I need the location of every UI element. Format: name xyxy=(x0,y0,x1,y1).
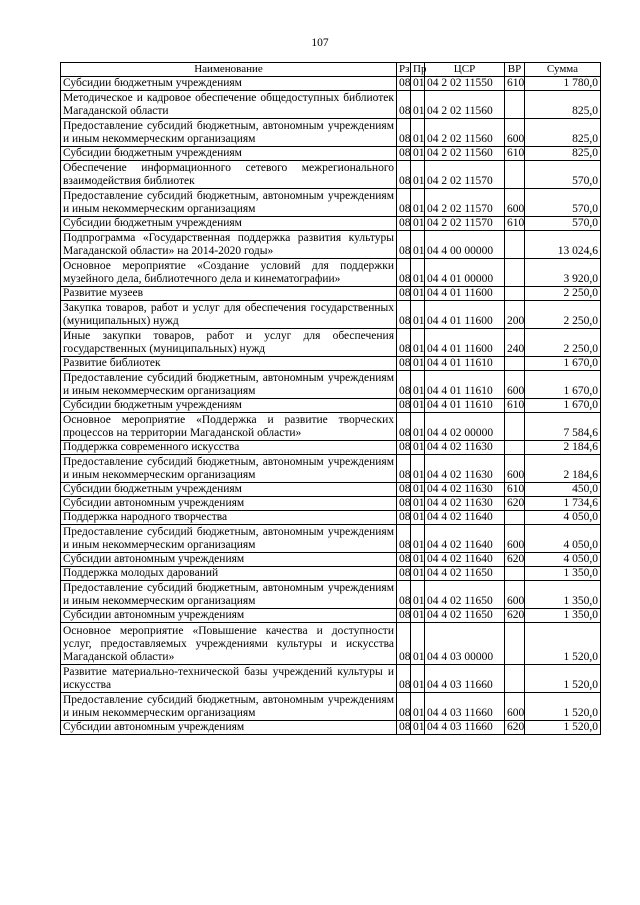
cell-rz: 08 xyxy=(397,553,411,567)
cell-vr: 620 xyxy=(505,721,525,735)
table-row xyxy=(61,665,601,693)
cell-vr xyxy=(505,441,525,455)
cell-pr: 01 xyxy=(411,189,425,217)
cell-csr: 04 2 02 11570 xyxy=(425,189,505,217)
cell-name: Предоставление субсидий бюджетным, автономным учреждениям и иным некоммерческим организациям xyxy=(61,371,397,399)
cell-rz: 08 xyxy=(397,147,411,161)
header-csr: ЦСР xyxy=(425,63,505,77)
cell-name: Основное мероприятие «Поддержка и развитие творческих процессов на территории Магаданской области» xyxy=(61,413,397,441)
table-row xyxy=(61,287,601,301)
cell-vr xyxy=(505,357,525,371)
cell-name: Субсидии автономным учреждениям xyxy=(61,553,397,567)
cell-rz: 08 xyxy=(397,119,411,147)
cell-sum: 1 520,0 xyxy=(525,665,601,693)
cell-pr: 01 xyxy=(411,483,425,497)
cell-pr: 01 xyxy=(411,147,425,161)
cell-vr xyxy=(505,91,525,119)
cell-name: Субсидии автономным учреждениям xyxy=(61,721,397,735)
cell-vr: 600 xyxy=(505,693,525,721)
cell-rz: 08 xyxy=(397,693,411,721)
cell-pr: 01 xyxy=(411,91,425,119)
cell-sum: 2 184,6 xyxy=(525,441,601,455)
table-header-row xyxy=(61,63,601,77)
cell-rz: 08 xyxy=(397,609,411,623)
cell-vr xyxy=(505,161,525,189)
cell-sum: 825,0 xyxy=(525,91,601,119)
cell-pr: 01 xyxy=(411,497,425,511)
cell-csr: 04 4 02 11630 xyxy=(425,441,505,455)
cell-csr: 04 4 01 11600 xyxy=(425,329,505,357)
cell-vr xyxy=(505,231,525,259)
table-row xyxy=(61,161,601,189)
cell-pr: 01 xyxy=(411,525,425,553)
cell-csr: 04 4 01 11610 xyxy=(425,371,505,399)
cell-sum: 2 250,0 xyxy=(525,301,601,329)
cell-csr: 04 4 02 11630 xyxy=(425,483,505,497)
cell-name: Подпрограмма «Государственная поддержка развития культуры Магаданской области» на 2014-2020 годы» xyxy=(61,231,397,259)
cell-vr xyxy=(505,511,525,525)
cell-sum: 2 184,6 xyxy=(525,455,601,483)
cell-name: Субсидии бюджетным учреждениям xyxy=(61,147,397,161)
cell-pr: 01 xyxy=(411,287,425,301)
cell-vr: 600 xyxy=(505,525,525,553)
cell-csr: 04 4 02 00000 xyxy=(425,413,505,441)
cell-rz: 08 xyxy=(397,483,411,497)
cell-sum: 4 050,0 xyxy=(525,553,601,567)
cell-sum: 825,0 xyxy=(525,147,601,161)
cell-sum: 13 024,6 xyxy=(525,231,601,259)
cell-rz: 08 xyxy=(397,91,411,119)
table-row xyxy=(61,119,601,147)
cell-sum: 450,0 xyxy=(525,483,601,497)
cell-sum: 1 780,0 xyxy=(525,77,601,91)
cell-name: Субсидии автономным учреждениям xyxy=(61,497,397,511)
cell-pr: 01 xyxy=(411,623,425,665)
cell-name: Предоставление субсидий бюджетным, автономным учреждениям и иным некоммерческим организациям xyxy=(61,119,397,147)
cell-name: Субсидии бюджетным учреждениям xyxy=(61,483,397,497)
cell-csr: 04 4 02 11650 xyxy=(425,609,505,623)
table-row xyxy=(61,189,601,217)
cell-csr: 04 4 03 11660 xyxy=(425,665,505,693)
table-row xyxy=(61,217,601,231)
table-row xyxy=(61,371,601,399)
cell-name: Субсидии бюджетным учреждениям xyxy=(61,399,397,413)
table-row xyxy=(61,231,601,259)
cell-name: Развитие материально-технической базы учреждений культуры и искусства xyxy=(61,665,397,693)
cell-vr xyxy=(505,665,525,693)
cell-sum: 7 584,6 xyxy=(525,413,601,441)
table-row xyxy=(61,147,601,161)
cell-csr: 04 2 02 11570 xyxy=(425,161,505,189)
cell-pr: 01 xyxy=(411,119,425,147)
cell-rz: 08 xyxy=(397,357,411,371)
cell-sum: 2 250,0 xyxy=(525,329,601,357)
cell-name: Поддержка народного творчества xyxy=(61,511,397,525)
cell-csr: 04 4 02 11640 xyxy=(425,511,505,525)
cell-csr: 04 4 02 11650 xyxy=(425,581,505,609)
table-row xyxy=(61,609,601,623)
cell-rz: 08 xyxy=(397,511,411,525)
cell-sum: 1 670,0 xyxy=(525,371,601,399)
cell-pr: 01 xyxy=(411,553,425,567)
table-row xyxy=(61,441,601,455)
table-row xyxy=(61,91,601,119)
cell-pr: 01 xyxy=(411,441,425,455)
cell-vr: 610 xyxy=(505,399,525,413)
cell-name: Предоставление субсидий бюджетным, автономным учреждениям и иным некоммерческим организациям xyxy=(61,525,397,553)
table-row xyxy=(61,623,601,665)
cell-name: Субсидии бюджетным учреждениям xyxy=(61,77,397,91)
cell-vr: 620 xyxy=(505,609,525,623)
cell-sum: 1 670,0 xyxy=(525,399,601,413)
table-row xyxy=(61,357,601,371)
header-sum: Сумма xyxy=(525,63,601,77)
cell-pr: 01 xyxy=(411,455,425,483)
cell-rz: 08 xyxy=(397,455,411,483)
cell-vr xyxy=(505,413,525,441)
cell-csr: 04 4 00 00000 xyxy=(425,231,505,259)
cell-rz: 08 xyxy=(397,665,411,693)
cell-csr: 04 2 02 11560 xyxy=(425,91,505,119)
cell-name: Развитие библиотек xyxy=(61,357,397,371)
cell-pr: 01 xyxy=(411,567,425,581)
cell-rz: 08 xyxy=(397,581,411,609)
cell-pr: 01 xyxy=(411,217,425,231)
table-row xyxy=(61,399,601,413)
cell-name: Субсидии автономным учреждениям xyxy=(61,609,397,623)
table-row xyxy=(61,329,601,357)
budget-table xyxy=(60,62,601,735)
cell-rz: 08 xyxy=(397,231,411,259)
cell-csr: 04 4 01 11600 xyxy=(425,287,505,301)
cell-csr: 04 4 01 11610 xyxy=(425,399,505,413)
cell-name: Основное мероприятие «Создание условий для поддержки музейного дела, библиотечного дела и кинематографии» xyxy=(61,259,397,287)
table-row xyxy=(61,413,601,441)
cell-csr: 04 4 03 11660 xyxy=(425,693,505,721)
cell-csr: 04 4 02 11630 xyxy=(425,455,505,483)
table-row xyxy=(61,525,601,553)
cell-csr: 04 4 03 00000 xyxy=(425,623,505,665)
cell-vr: 620 xyxy=(505,497,525,511)
cell-vr xyxy=(505,259,525,287)
cell-csr: 04 2 02 11560 xyxy=(425,119,505,147)
cell-rz: 08 xyxy=(397,623,411,665)
cell-name: Методическое и кадровое обеспечение общедоступных библиотек Магаданской области xyxy=(61,91,397,119)
cell-csr: 04 4 01 00000 xyxy=(425,259,505,287)
cell-rz: 08 xyxy=(397,189,411,217)
cell-rz: 08 xyxy=(397,259,411,287)
cell-rz: 08 xyxy=(397,567,411,581)
cell-csr: 04 4 02 11650 xyxy=(425,567,505,581)
table-row xyxy=(61,581,601,609)
cell-vr xyxy=(505,287,525,301)
table-row xyxy=(61,567,601,581)
cell-sum: 1 520,0 xyxy=(525,721,601,735)
cell-name: Обеспечение информационного сетевого межрегионального взаимодействия библиотек xyxy=(61,161,397,189)
cell-sum: 1 520,0 xyxy=(525,623,601,665)
cell-vr: 240 xyxy=(505,329,525,357)
cell-csr: 04 4 02 11630 xyxy=(425,497,505,511)
cell-name: Предоставление субсидий бюджетным, автономным учреждениям и иным некоммерческим организациям xyxy=(61,693,397,721)
cell-sum: 570,0 xyxy=(525,189,601,217)
cell-pr: 01 xyxy=(411,77,425,91)
cell-rz: 08 xyxy=(397,441,411,455)
cell-rz: 08 xyxy=(397,329,411,357)
cell-rz: 08 xyxy=(397,161,411,189)
table-row xyxy=(61,693,601,721)
cell-rz: 08 xyxy=(397,371,411,399)
cell-vr: 610 xyxy=(505,217,525,231)
cell-pr: 01 xyxy=(411,259,425,287)
table-row xyxy=(61,511,601,525)
header-pr: Пр xyxy=(411,63,425,77)
cell-pr: 01 xyxy=(411,511,425,525)
cell-sum: 4 050,0 xyxy=(525,525,601,553)
header-rz: Рз xyxy=(397,63,411,77)
header-name: Наименование xyxy=(61,63,397,77)
cell-name: Поддержка молодых дарований xyxy=(61,567,397,581)
cell-rz: 08 xyxy=(397,301,411,329)
table-row xyxy=(61,455,601,483)
cell-sum: 1 350,0 xyxy=(525,609,601,623)
cell-csr: 04 2 02 11550 xyxy=(425,77,505,91)
cell-name: Закупка товаров, работ и услуг для обеспечения государственных (муниципальных) нужд xyxy=(61,301,397,329)
cell-vr: 600 xyxy=(505,119,525,147)
cell-pr: 01 xyxy=(411,329,425,357)
cell-vr xyxy=(505,567,525,581)
page-number: 107 xyxy=(311,37,329,49)
cell-name: Предоставление субсидий бюджетным, автономным учреждениям и иным некоммерческим организациям xyxy=(61,455,397,483)
cell-csr: 04 4 03 11660 xyxy=(425,721,505,735)
cell-sum: 2 250,0 xyxy=(525,287,601,301)
cell-csr: 04 4 01 11610 xyxy=(425,357,505,371)
cell-pr: 01 xyxy=(411,231,425,259)
cell-vr: 600 xyxy=(505,581,525,609)
table-row xyxy=(61,77,601,91)
cell-vr: 600 xyxy=(505,371,525,399)
cell-pr: 01 xyxy=(411,301,425,329)
cell-rz: 08 xyxy=(397,525,411,553)
cell-pr: 01 xyxy=(411,721,425,735)
cell-csr: 04 2 02 11560 xyxy=(425,147,505,161)
cell-rz: 08 xyxy=(397,77,411,91)
cell-csr: 04 4 02 11640 xyxy=(425,553,505,567)
cell-pr: 01 xyxy=(411,665,425,693)
cell-rz: 08 xyxy=(397,721,411,735)
cell-vr: 610 xyxy=(505,483,525,497)
cell-name: Предоставление субсидий бюджетным, автономным учреждениям и иным некоммерческим организациям xyxy=(61,189,397,217)
cell-csr: 04 2 02 11570 xyxy=(425,217,505,231)
cell-vr: 600 xyxy=(505,455,525,483)
cell-pr: 01 xyxy=(411,693,425,721)
cell-csr: 04 4 02 11640 xyxy=(425,525,505,553)
cell-sum: 1 350,0 xyxy=(525,581,601,609)
cell-pr: 01 xyxy=(411,371,425,399)
cell-name: Основное мероприятие «Повышение качества и доступности услуг, предоставляемых учреждениями культуры и искусства Магаданской области» xyxy=(61,623,397,665)
table-body xyxy=(61,77,601,735)
cell-pr: 01 xyxy=(411,413,425,441)
cell-sum: 1 350,0 xyxy=(525,567,601,581)
table-row xyxy=(61,553,601,567)
cell-sum: 1 670,0 xyxy=(525,357,601,371)
table-row xyxy=(61,483,601,497)
cell-sum: 3 920,0 xyxy=(525,259,601,287)
cell-vr: 610 xyxy=(505,147,525,161)
cell-name: Иные закупки товаров, работ и услуг для обеспечения государственных (муниципальных) нужд xyxy=(61,329,397,357)
cell-rz: 08 xyxy=(397,217,411,231)
cell-name: Предоставление субсидий бюджетным, автономным учреждениям и иным некоммерческим организациям xyxy=(61,581,397,609)
table-row xyxy=(61,301,601,329)
cell-vr: 600 xyxy=(505,189,525,217)
cell-name: Субсидии бюджетным учреждениям xyxy=(61,217,397,231)
cell-sum: 1 734,6 xyxy=(525,497,601,511)
header-vr: ВР xyxy=(505,63,525,77)
cell-rz: 08 xyxy=(397,497,411,511)
cell-rz: 08 xyxy=(397,287,411,301)
cell-pr: 01 xyxy=(411,357,425,371)
table-row xyxy=(61,721,601,735)
cell-pr: 01 xyxy=(411,399,425,413)
cell-pr: 01 xyxy=(411,161,425,189)
table-row xyxy=(61,497,601,511)
cell-vr: 610 xyxy=(505,77,525,91)
cell-sum: 570,0 xyxy=(525,217,601,231)
cell-sum: 4 050,0 xyxy=(525,511,601,525)
cell-rz: 08 xyxy=(397,399,411,413)
cell-sum: 825,0 xyxy=(525,119,601,147)
cell-vr: 200 xyxy=(505,301,525,329)
cell-csr: 04 4 01 11600 xyxy=(425,301,505,329)
cell-pr: 01 xyxy=(411,609,425,623)
cell-name: Поддержка современного искусства xyxy=(61,441,397,455)
cell-vr xyxy=(505,623,525,665)
cell-name: Развитие музеев xyxy=(61,287,397,301)
cell-rz: 08 xyxy=(397,413,411,441)
cell-pr: 01 xyxy=(411,581,425,609)
table-row xyxy=(61,259,601,287)
cell-sum: 1 520,0 xyxy=(525,693,601,721)
cell-sum: 570,0 xyxy=(525,161,601,189)
cell-vr: 620 xyxy=(505,553,525,567)
